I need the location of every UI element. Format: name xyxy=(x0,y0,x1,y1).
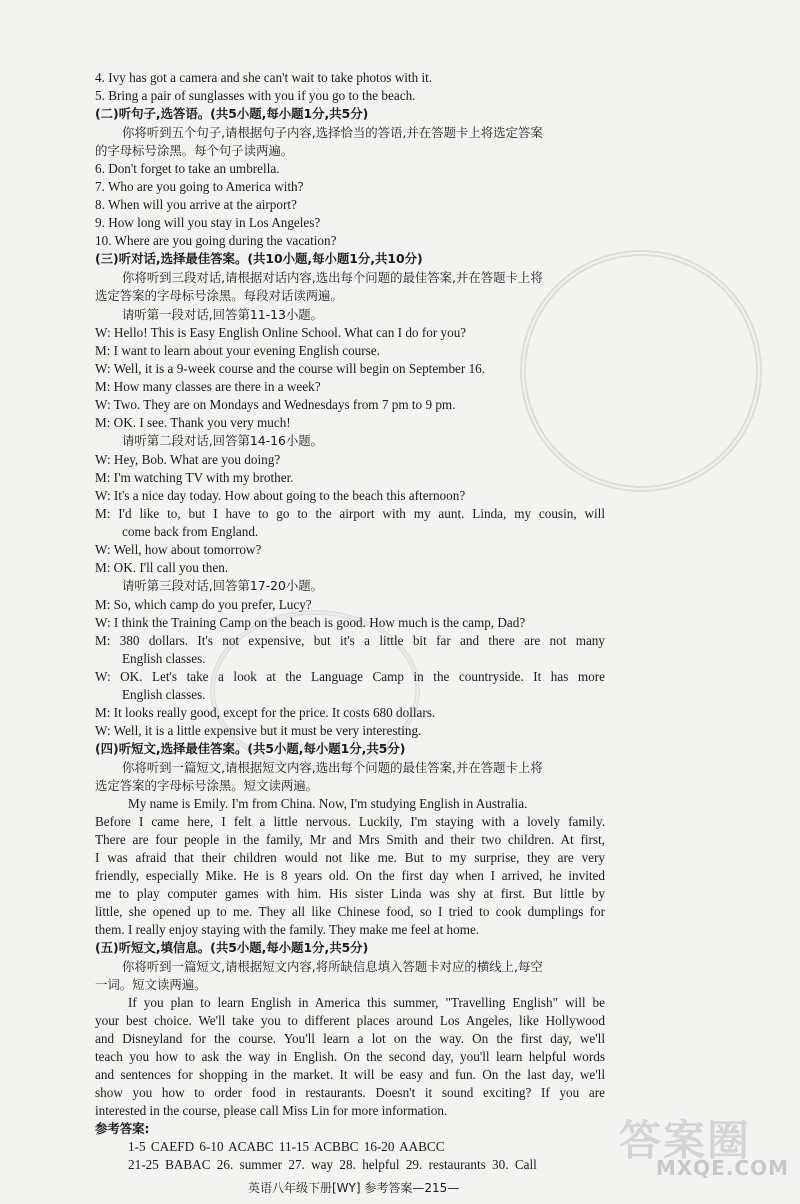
instruction-text: 你将听到一篇短文,请根据短文内容,选出每个问题的最佳答案,并在答题卡上将 xyxy=(122,760,543,775)
answer-line: 1-5 CAEFD 6-10 ACABC 11-15 ACBBC 16-20 AABCC xyxy=(128,1139,445,1154)
dialogue-line: W: Two. They are on Mondays and Wednesdays from 7 pm to 9 pm. xyxy=(95,397,456,412)
section-heading: (四)听短文,选择最佳答案。(共5小题,每小题1分,共5分) xyxy=(95,741,406,756)
passage-line: them. I really enjoy staying with the family. They make me feel at home. xyxy=(95,922,480,937)
dialogue-line: M: It looks really good, except for the price. It costs 680 dollars. xyxy=(95,705,436,720)
instruction-text: 你将听到五个句子,请根据句子内容,选择恰当的答语,并在答题卡上将选定答案 xyxy=(122,125,543,140)
passage-line: friendly, especially Mike. He is 8 years old. On the first day when I arrived, he invited xyxy=(95,868,605,883)
watermark-logo-url: MXQE.COM xyxy=(655,1156,789,1180)
passage-line: interested in the course, please call Miss Lin for more information. xyxy=(95,1103,448,1118)
passage-line: and Disneyland for the course. You'll learn a lot on the way. On the first day, we'll xyxy=(95,1031,605,1046)
dialogue-line: M: I'm watching TV with my brother. xyxy=(95,470,294,485)
dialogue-line: M: How many classes are there in a week? xyxy=(95,379,321,394)
instruction-text: 选定答案的字母标号涂黑。短文读两遍。 xyxy=(95,778,319,793)
answer-line: 21-25 BABAC 26. summer 27. way 28. helpful 29. restaurants 30. Call xyxy=(128,1157,537,1172)
dialogue-line: W: OK. Let's take a look at the Language Camp in the countryside. It has more xyxy=(95,669,605,684)
passage-line: teach you how to ask the way in English. On the second day, you'll learn helpful words xyxy=(95,1049,605,1064)
text-line: 8. When will you arrive at the airport? xyxy=(95,197,297,212)
dialogue-line: W: Hello! This is Easy English Online School. What can I do for you? xyxy=(95,325,467,340)
dialogue-line: M: So, which camp do you prefer, Lucy? xyxy=(95,597,312,612)
passage-line: I was afraid that their children would not like me. But to my surprise, they are very xyxy=(95,850,605,865)
passage-line: If you plan to learn English in America this summer, "Travelling English" will be xyxy=(128,995,605,1010)
dialogue-line: M: 380 dollars. It's not expensive, but it's a little bit far and there are not many xyxy=(95,633,605,648)
sub-heading: 请听第一段对话,回答第11-13小题。 xyxy=(122,307,324,322)
dialogue-line: English classes. xyxy=(122,687,206,702)
passage-line: me to play computer games with him. His sister Linda was shy at first. But little by xyxy=(95,886,605,901)
section-heading: (二)听句子,选答语。(共5小题,每小题1分,共5分) xyxy=(95,106,369,121)
watermark-logo xyxy=(615,1108,795,1188)
dialogue-line: M: OK. I see. Thank you very much! xyxy=(95,415,291,430)
watermark-stamp xyxy=(520,250,762,492)
passage-line: show you how to order food in restaurants. Doesn't it sound exciting? If you are xyxy=(95,1085,605,1100)
dialogue-line: English classes. xyxy=(122,651,206,666)
text-line: 9. How long will you stay in Los Angeles? xyxy=(95,215,321,230)
text-line: 5. Bring a pair of sunglasses with you if you go to the beach. xyxy=(95,88,416,103)
passage-line: little, she opened up to me. They all like Chinese food, so I tried to cook dumplings for xyxy=(95,904,605,919)
answers-heading: 参考答案: xyxy=(95,1121,150,1136)
instruction-text: 一词。短文读两遍。 xyxy=(95,977,207,992)
text-line: 7. Who are you going to America with? xyxy=(95,179,304,194)
passage-line: Before I came here, I felt a little nervous. Luckily, I'm staying with a lovely family. xyxy=(95,814,605,829)
text-line: 6. Don't forget to take an umbrella. xyxy=(95,161,280,176)
instruction-text: 的字母标号涂黑。每个句子读两遍。 xyxy=(95,143,294,158)
dialogue-line: W: I think the Training Camp on the beach is good. How much is the camp, Dad? xyxy=(95,615,526,630)
dialogue-line: M: OK. I'll call you then. xyxy=(95,560,229,575)
passage-line: My name is Emily. I'm from China. Now, I'm studying English in Australia. xyxy=(128,796,528,811)
dialogue-line: W: Well, it is a little expensive but it must be very interesting. xyxy=(95,723,422,738)
section-heading: (三)听对话,选择最佳答案。(共10小题,每小题1分,共10分) xyxy=(95,251,423,266)
passage-line: your best choice. We'll take you to different places around Los Angeles, like Hollywood xyxy=(95,1013,605,1028)
watermark-logo-text: 答案圈 xyxy=(619,1116,752,1165)
dialogue-line: W: Hey, Bob. What are you doing? xyxy=(95,452,281,467)
dialogue-line: W: Well, it is a 9-week course and the course will begin on September 16. xyxy=(95,361,486,376)
dialogue-line: W: Well, how about tomorrow? xyxy=(95,542,262,557)
dialogue-line: W: It's a nice day today. How about going to the beach this afternoon? xyxy=(95,488,466,503)
section-heading: (五)听短文,填信息。(共5小题,每小题1分,共5分) xyxy=(95,940,369,955)
dialogue-line: come back from England. xyxy=(122,524,259,539)
dialogue-line: M: I want to learn about your evening English course. xyxy=(95,343,380,358)
passage-line: There are four people in the family, Mr and Mrs Smith and their two children. At first, xyxy=(95,832,605,847)
dialogue-line: M: I'd like to, but I have to go to the airport with my aunt. Linda, my cousin, will xyxy=(95,506,605,521)
instruction-text: 你将听到一篇短文,请根据短文内容,将所缺信息填入答题卡对应的横线上,每空 xyxy=(122,959,543,974)
instruction-text: 你将听到三段对话,请根据对话内容,选出每个问题的最佳答案,并在答题卡上将 xyxy=(122,270,543,285)
text-line: 10. Where are you going during the vacation? xyxy=(95,233,337,248)
text-line: 4. Ivy has got a camera and she can't wait to take photos with it. xyxy=(95,70,433,85)
passage-line: and sentences for shopping in the market. It will be easy and fun. On the last day, we'll xyxy=(95,1067,605,1082)
instruction-text: 选定答案的字母标号涂黑。每段对话读两遍。 xyxy=(95,288,343,303)
sub-heading: 请听第二段对话,回答第14-16小题。 xyxy=(122,433,324,448)
sub-heading: 请听第三段对话,回答第17-20小题。 xyxy=(122,578,324,593)
page-footer: 英语八年级下册[WY] 参考答案—215— xyxy=(248,1181,460,1195)
